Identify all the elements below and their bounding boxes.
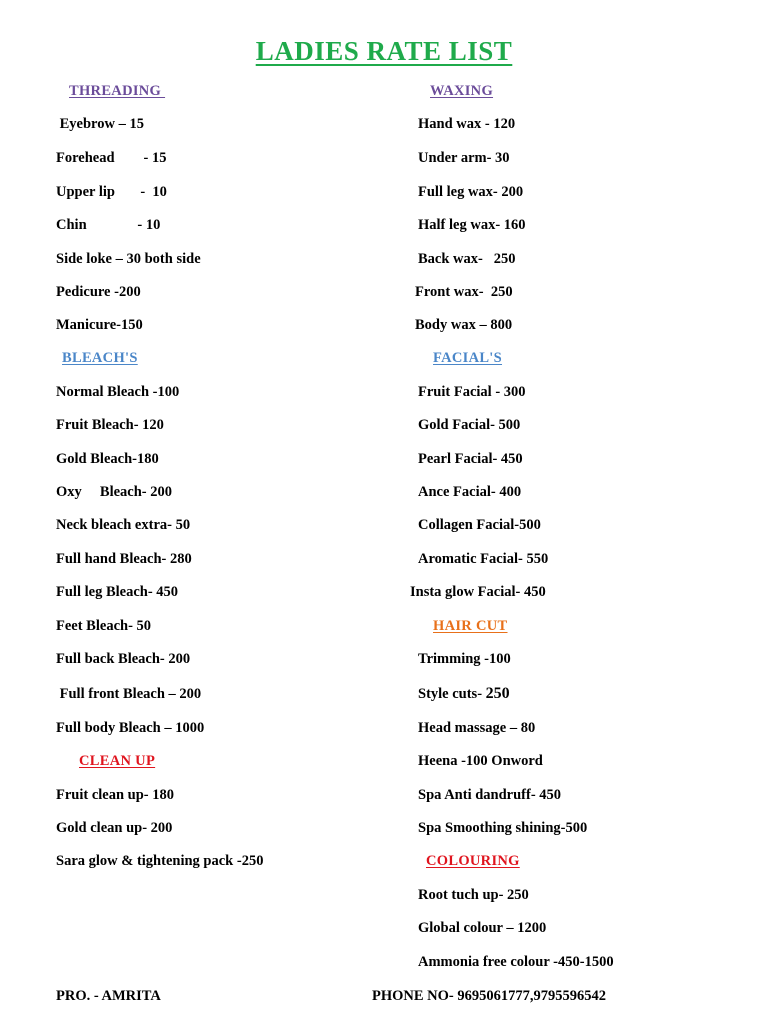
rate-item-ammonia-free-colour: Ammonia free colour -450-1500 (418, 954, 614, 970)
section-heading-colouring: COLOURING (426, 853, 520, 869)
rate-item-forehead: Forehead - 15 (56, 150, 167, 166)
rate-item-heena: Heena -100 Onword (418, 753, 543, 769)
rate-item-trimming: Trimming -100 (418, 651, 511, 667)
rate-item-neck-bleach: Neck bleach extra- 50 (56, 517, 191, 533)
rate-item-full-leg-bleach: Full leg Bleach- 450 (56, 584, 179, 600)
rate-item-oxy-bleach: Oxy Bleach- 200 (56, 484, 172, 500)
rate-item-feet-bleach: Feet Bleach- 50 (56, 618, 152, 634)
rate-item-style-cuts-price: 250 (485, 685, 510, 702)
rate-item-spa-smoothing: Spa Smoothing shining-500 (418, 820, 588, 836)
rate-item-global-colour: Global colour – 1200 (418, 920, 547, 936)
rate-item-eyebrow: Eyebrow – 15 (56, 116, 144, 132)
rate-item-gold-bleach: Gold Bleach-180 (56, 451, 159, 467)
rate-item-full-body-bleach: Full body Bleach – 1000 (56, 720, 205, 736)
proprietor-name: PRO. - AMRITA (56, 988, 161, 1004)
rate-item-pedicure: Pedicure -200 (56, 284, 141, 300)
rate-item-pearl-facial: Pearl Facial- 450 (418, 451, 523, 467)
rate-item-back-wax: Back wax- 250 (418, 251, 516, 267)
rate-item-hand-wax: Hand wax - 120 (418, 116, 516, 132)
rate-item-side-loke: Side loke – 30 both side (56, 251, 201, 267)
rate-item-spa-anti-dandruff: Spa Anti dandruff- 450 (418, 787, 562, 803)
rate-item-sara-glow-pack: Sara glow & tightening pack -250 (56, 853, 264, 869)
rate-item-under-arm: Under arm- 30 (418, 150, 510, 166)
rate-item-aromatic-facial: Aromatic Facial- 550 (418, 551, 549, 567)
rate-item-full-front-bleach: Full front Bleach – 200 (56, 686, 202, 702)
rate-item-fruit-facial: Fruit Facial - 300 (418, 384, 526, 400)
rate-item-insta-glow-facial: Insta glow Facial- 450 (410, 584, 546, 600)
rate-item-upper-lip: Upper lip - 10 (56, 184, 167, 200)
rate-item-normal-bleach: Normal Bleach -100 (56, 384, 180, 400)
rate-item-gold-facial: Gold Facial- 500 (418, 417, 521, 433)
rate-item-gold-clean-up: Gold clean up- 200 (56, 820, 173, 836)
rate-item-half-leg-wax: Half leg wax- 160 (418, 217, 526, 233)
page-title: LADIES RATE LIST (255, 36, 513, 66)
rate-item-full-leg-wax: Full leg wax- 200 (418, 184, 524, 200)
rate-item-fruit-bleach: Fruit Bleach- 120 (56, 417, 164, 433)
section-heading-waxing: WAXING (430, 83, 494, 99)
rate-item-manicure: Manicure-150 (56, 317, 143, 333)
section-heading-bleach: BLEACH'S (62, 350, 138, 366)
rate-item-body-wax: Body wax – 800 (415, 317, 513, 333)
rate-item-style-cuts-label: Style cuts- (418, 686, 486, 702)
section-heading-clean-up: CLEAN UP (79, 753, 156, 769)
rate-item-head-massage: Head massage – 80 (418, 720, 536, 736)
rate-item-collagen-facial: Collagen Facial-500 (418, 517, 541, 533)
phone-number: PHONE NO- 9695061777,9795596542 (372, 988, 607, 1004)
section-heading-facial: FACIAL'S (433, 350, 503, 366)
rate-item-chin: Chin - 10 (56, 217, 161, 233)
section-heading-threading: THREADING (69, 83, 166, 99)
rate-item-fruit-clean-up: Fruit clean up- 180 (56, 787, 175, 803)
rate-item-full-hand-bleach: Full hand Bleach- 280 (56, 551, 192, 567)
rate-item-ance-facial: Ance Facial- 400 (418, 484, 522, 500)
rate-item-front-wax: Front wax- 250 (415, 284, 513, 300)
rate-item-full-back-bleach: Full back Bleach- 200 (56, 651, 191, 667)
rate-item-root-touch-up: Root tuch up- 250 (418, 887, 529, 903)
rate-item-style-cuts (418, 685, 510, 703)
section-heading-hair-cut: HAIR CUT (433, 618, 508, 634)
